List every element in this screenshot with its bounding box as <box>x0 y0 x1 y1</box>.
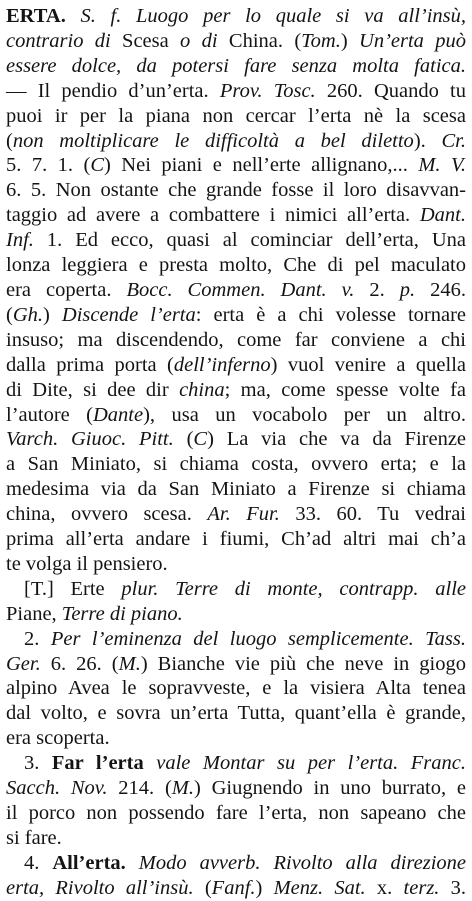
entry-line: lonza leggiera e presta molto, Che di pel maculato <box>6 254 466 277</box>
entry-line: essere dolce, da potersi fare senza molta fatica. <box>6 54 466 77</box>
entry-line: te volga il pensiero. <box>6 552 168 575</box>
entry-line: contrario di Scesa o di China. (Tom.) Un’erta può <box>6 29 466 52</box>
entry-line: taggio ad avere a combattere i nimici all’erta. Dant. <box>6 204 466 227</box>
entry-line: l’autore (Dante), usa un vocabolo per un altro. <box>6 403 466 426</box>
entry-line: — Il pendio d’un’erta. Prov. Tosc. 260. Quando tu <box>6 79 466 102</box>
dictionary-entry-erta <box>6 4 467 899</box>
entry-line: [T.] Erte plur. Terre di monte, contrapp. alle <box>24 577 466 600</box>
entry-line: 4. All’erta. Modo avverb. Rivolto alla direzione <box>24 851 467 874</box>
entry-line: Piane, Terre di piano. <box>6 602 183 625</box>
entry-line: dal volto, e sovra un’erta Tutta, quant’ella è grande, <box>6 702 466 725</box>
entry-line: era coperta. Bocc. Commen. Dant. v. 2. p. 246. <box>6 278 467 301</box>
entry-line: si fare. <box>6 826 62 849</box>
entry-line: Inf. 1. Ed ecco, quasi al cominciar dell’erta, Una <box>6 229 466 252</box>
entry-line: erta, Rivolto all’insù. (Fanf.) Menz. Sat. x. terz. 3. <box>6 876 467 899</box>
entry-line: ERTA. S. f. Luogo per lo quale si va all’insù, <box>6 5 467 27</box>
entry-line: a San Miniato, si chiama costa, ovvero erta; e la <box>6 453 466 476</box>
entry-line: 2. Per l’eminenza del luogo semplicemente. Tass. <box>24 627 467 650</box>
entry-line: alpino Avea le sopravveste, e la visiera Alta tenea <box>6 677 466 700</box>
entry-line: 5. 7. 1. (C) Nei piani e nell’erte allignano,... M. V. <box>6 154 467 177</box>
entry-line: Ger. 6. 26. (M.) Bianche vie più che neve in giogo <box>6 652 466 675</box>
entry-line: china, ovvero scesa. Ar. Fur. 33. 60. Tu vedrai <box>6 503 466 526</box>
entry-line: (Gh.) Discende l’erta: erta è a chi volesse tornare <box>6 303 467 326</box>
entry-line: insuso; ma discendendo, come far conviene a chi <box>6 328 466 351</box>
entry-line: medesima via da San Miniato a Firenze si chiama <box>6 478 466 501</box>
entry-line: puoi ir per la piana non cercar l’erta nè la scesa <box>6 104 466 127</box>
entry-line: 3. Far l’erta vale Montar su per l’erta. Franc. <box>24 752 466 775</box>
entry-line: di Dite, si dee dir china; ma, come spesse volte fa <box>6 378 466 401</box>
entry-line: Sacch. Nov. 214. (M.) Giugnendo in uno burrato, e <box>6 777 467 800</box>
entry-line: il porco non possendo fare l’erta, non sapeano che <box>6 802 466 824</box>
entry-line: prima all’erta andare i fiumi, Ch’ad altri mai ch’a <box>6 528 466 551</box>
entry-line: era scoperta. <box>6 727 110 750</box>
entry-line: dalla prima porta (dell’inferno) vuol venire a quella <box>6 353 466 376</box>
entry-line: 6. 5. Non ostante che grande fosse il loro disavvan- <box>6 179 466 202</box>
entry-line: (non moltiplicare le difficoltà a bel diletto). Cr. <box>6 129 466 152</box>
entry-line: Varch. Giuoc. Pitt. (C) La via che va da Firenze <box>6 428 467 451</box>
